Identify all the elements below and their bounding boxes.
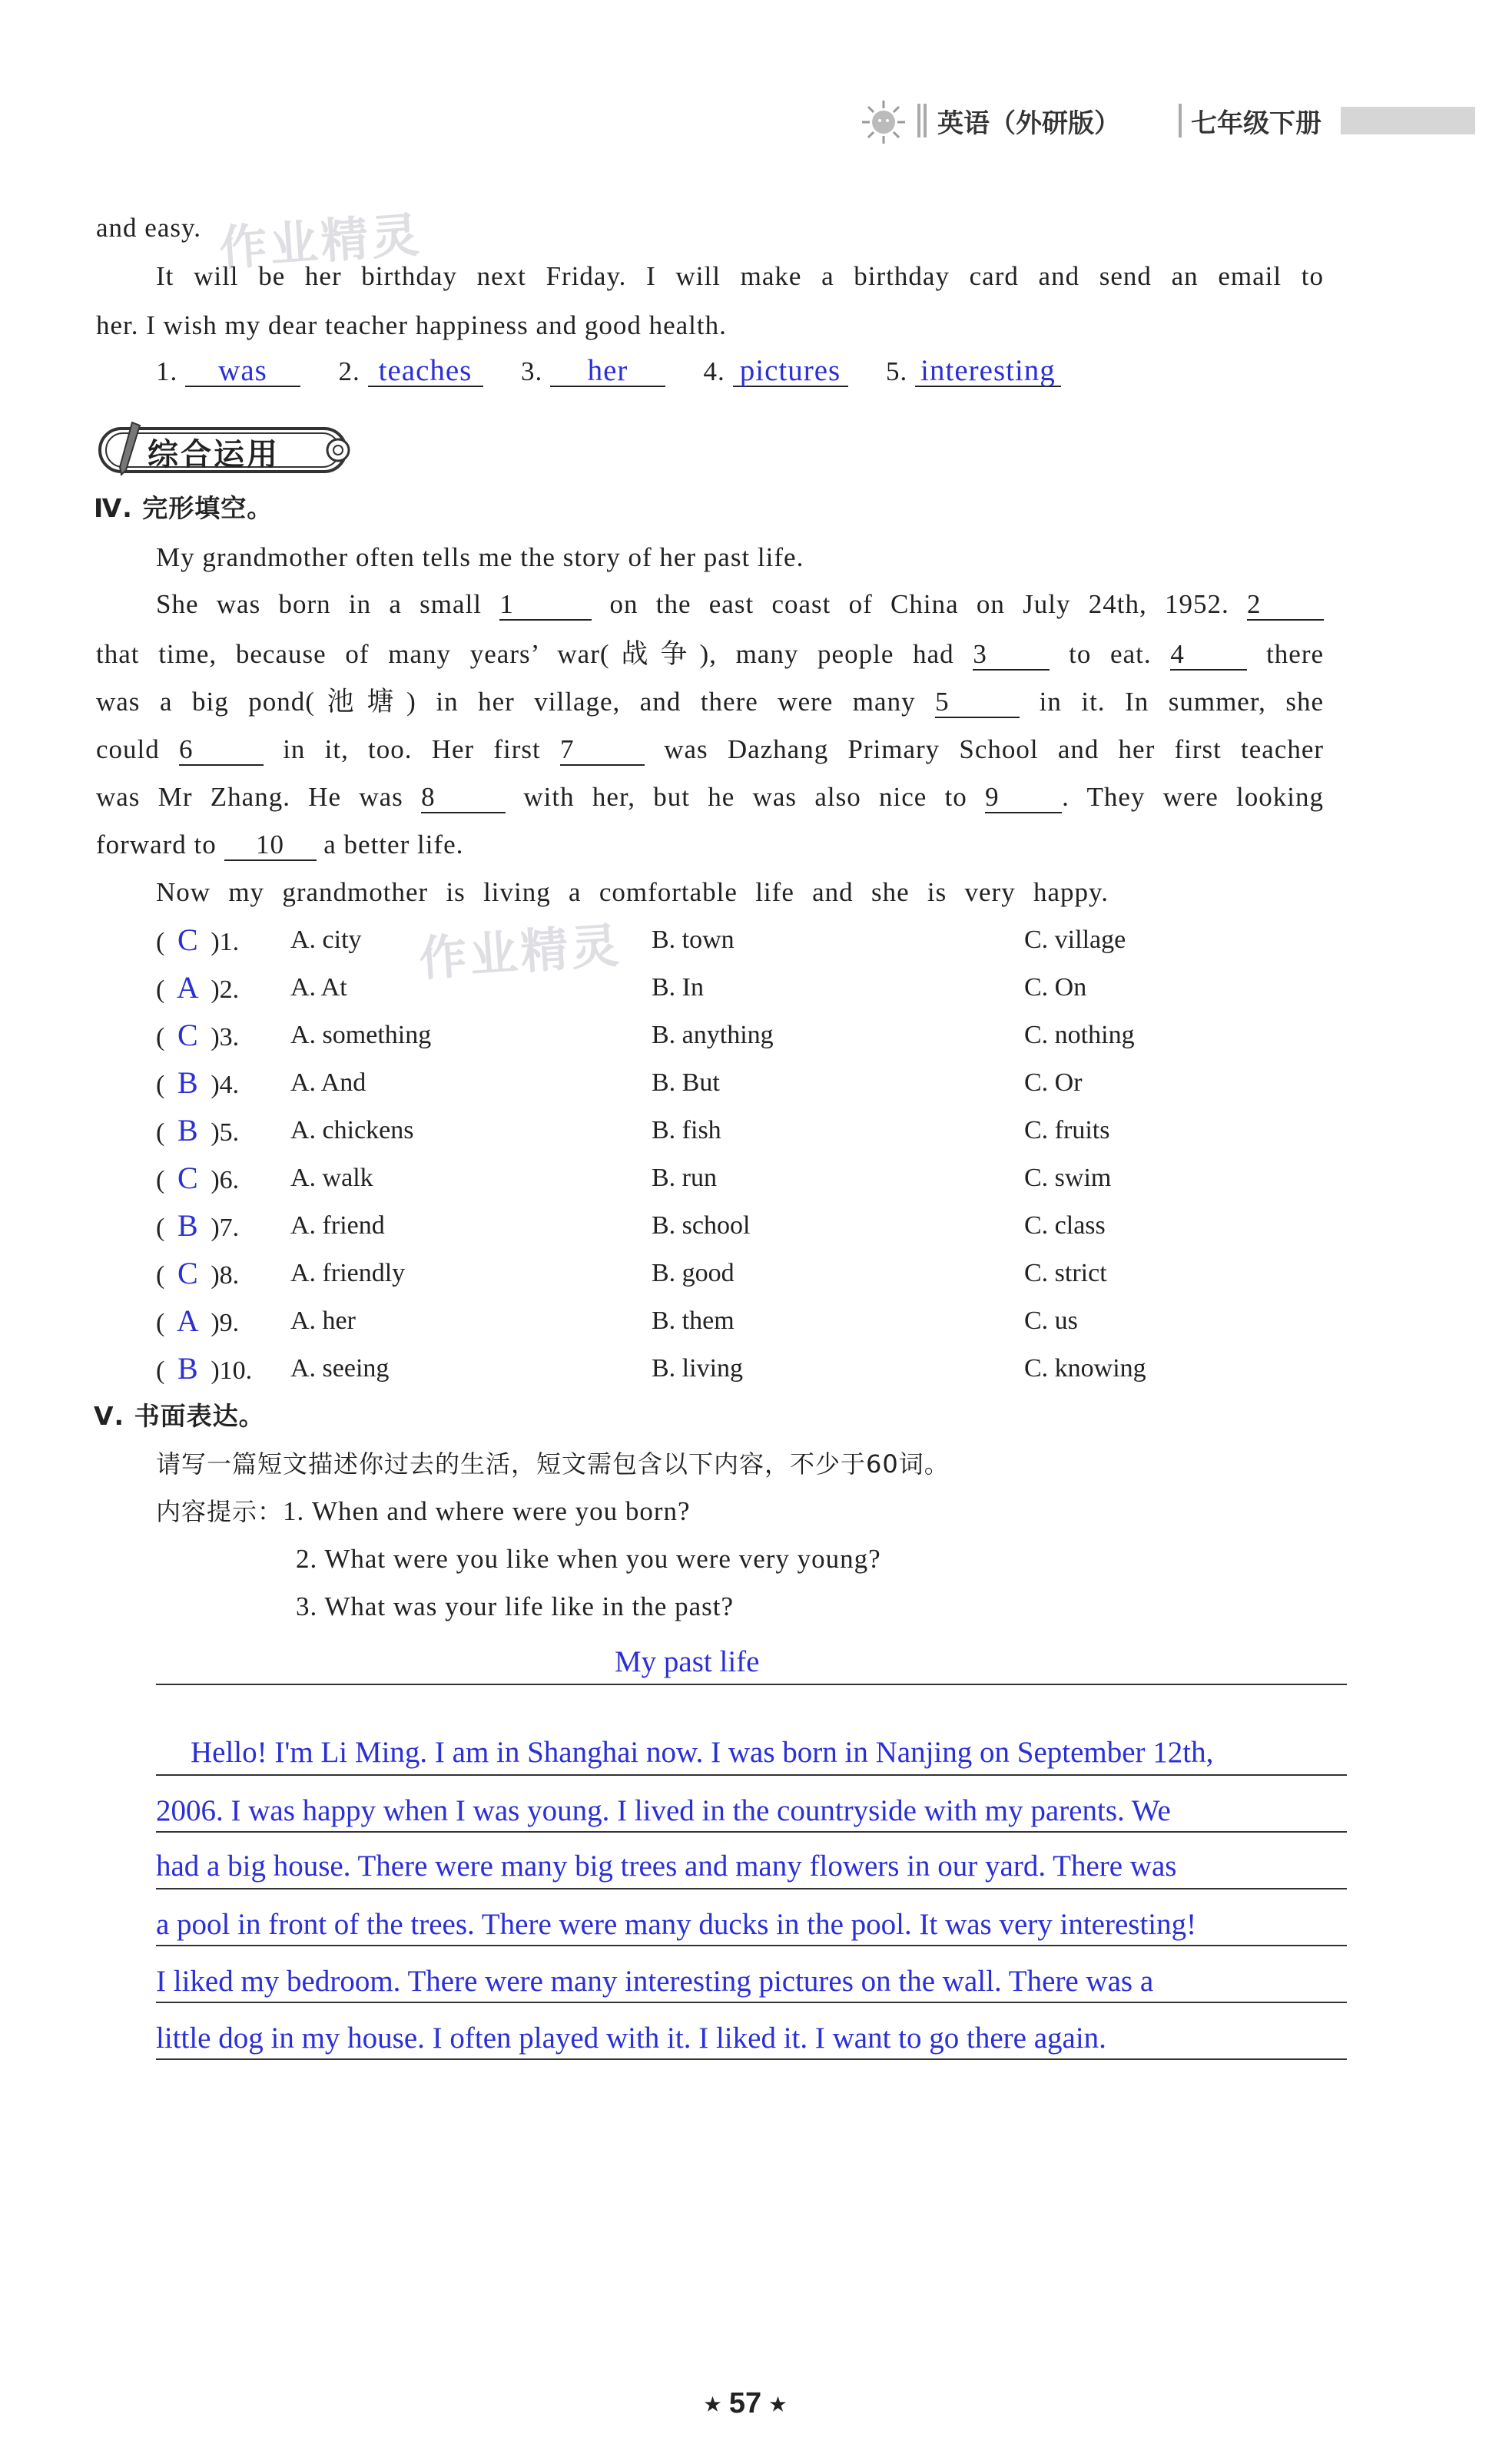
answer-blank: teaches [368, 356, 483, 387]
question-row: ( B )4. A. And B. But C. Or [156, 1065, 1083, 1100]
answer-blank: interesting [915, 356, 1061, 387]
option-a: A. friendly [290, 1259, 406, 1287]
cloze-blank: 3 [973, 640, 1050, 671]
grade-label: 七年级下册 [1191, 108, 1322, 139]
question-answer: B [177, 1113, 198, 1148]
answer-row [156, 355, 1061, 389]
answer-number: 3. [521, 356, 543, 386]
option-a: A. seeing [290, 1354, 390, 1383]
page-header [861, 96, 1475, 150]
option-b: B. town [652, 926, 735, 954]
option-b: B. living [652, 1354, 744, 1383]
header-divider [917, 104, 920, 137]
question-row: ( A )9. A. her B. them C. us [156, 1303, 1078, 1338]
option-c: C. fruits [1024, 1116, 1110, 1144]
cloze-blank: 1 [499, 590, 592, 621]
answer-number: 2. [338, 356, 360, 386]
question-answer: C [177, 1161, 198, 1195]
question-answer: C [177, 1018, 198, 1052]
question-row: ( C )6. A. walk B. run C. swim [156, 1161, 1112, 1195]
hint-item: 3. What was your life like in the past? [296, 1591, 735, 1621]
ruled-line [156, 2058, 1347, 2060]
essay-title: My past life [615, 1645, 760, 1678]
question-answer: B [177, 1351, 198, 1386]
subject-label: 英语（外研版） [937, 108, 1120, 139]
cloze-line: She was born in a small 1 on the east coast of China on July 24th, 1952. 2 [156, 588, 1324, 621]
cloze-line: could 6 in it, too. Her first 7 was Dazhang Primary School and her first teacher [96, 734, 1325, 764]
header-bar [1341, 107, 1475, 134]
cloze-blank: 10 [224, 830, 317, 861]
answer-blank: was [185, 356, 300, 387]
essay-line: I liked my bedroom. There were many interesting pictures on the wall. There was a [156, 1965, 1154, 1998]
question-row: ( B )10. A. seeing B. living C. knowing [156, 1351, 1146, 1386]
essay-line: Hello! I'm Li Ming. I am in Shanghai now. I was born in Nanjing on September 12th, [191, 1736, 1214, 1769]
option-c: C. village [1024, 926, 1126, 954]
option-b: B. But [652, 1068, 720, 1097]
cloze-blank: 9 [985, 783, 1062, 813]
cloze-line: was Mr Zhang. He was 8 with her, but he was also nice to 9 . They were looking [96, 782, 1324, 812]
question-row: ( B )5. A. chickens B. fish C. fruits [156, 1113, 1110, 1148]
option-a: A. chickens [290, 1116, 414, 1144]
cloze-line: was a big pond(池塘) in her village, and there were many 5 in it. In summer, she [96, 687, 1325, 717]
question-answer: C [177, 922, 198, 957]
option-b: B. anything [652, 1021, 774, 1049]
pencil-icon [115, 421, 143, 476]
paragraph-line: My grandmother often tells me the story of her past life. [156, 542, 804, 572]
option-a: A. And [290, 1068, 366, 1097]
paragraph-line: Now my grandmother is living a comfortable life and she is very happy. [156, 877, 1109, 907]
option-c: C. us [1024, 1307, 1078, 1335]
option-c: C. strict [1024, 1259, 1107, 1287]
cloze-blank: 7 [560, 735, 645, 766]
cloze-blank: 6 [179, 735, 264, 766]
essay-line: little dog in my house. I often played with it. I liked it. I want to go there again. [156, 2022, 1106, 2055]
hint-item: 2. What were you like when you were very young? [296, 1544, 881, 1574]
cloze-blank: 2 [1247, 590, 1324, 621]
option-c: C. class [1024, 1211, 1106, 1240]
ruled-line [156, 2002, 1347, 2003]
option-a: A. walk [290, 1164, 373, 1192]
intro-line: and easy. [96, 213, 201, 243]
ruled-line [156, 1945, 1347, 1946]
question-row: ( C )8. A. friendly B. good C. strict [156, 1256, 1107, 1290]
option-b: B. In [652, 973, 704, 1002]
option-a: A. her [290, 1307, 356, 1335]
answer-blank: her [550, 356, 665, 387]
cloze-blank: 4 [1170, 640, 1247, 671]
option-b: B. run [652, 1164, 717, 1192]
watermark: 作业精灵 [217, 206, 424, 277]
option-b: B. good [652, 1259, 735, 1287]
ruled-line [156, 1774, 1347, 1776]
paragraph-line: It will be her birthday next Friday. I will make a birthday card and send an email to [156, 261, 1324, 291]
star-icon: ★ [769, 2394, 787, 2416]
option-c: C. nothing [1024, 1021, 1135, 1049]
option-a: A. friend [290, 1211, 385, 1240]
question-row: ( B )7. A. friend B. school C. class [156, 1208, 1106, 1243]
option-c: C. Or [1024, 1068, 1083, 1097]
banner-title: 综合运用 [148, 437, 280, 472]
question-answer: A [176, 1303, 199, 1338]
option-b: B. school [652, 1211, 751, 1240]
writing-instruction: 请写一篇短文描述你过去的生活，短文需包含以下内容，不少于60词。 [156, 1449, 950, 1479]
cloze-line: that time, because of many years’ war(战争), many people had 3 to eat. 4 there [96, 639, 1325, 669]
header-divider [924, 104, 927, 137]
cloze-blank: 8 [421, 783, 506, 813]
section-banner [94, 421, 363, 479]
question-answer: B [177, 1065, 198, 1100]
option-a: A. At [290, 973, 347, 1002]
hint-item: 1. When and where were you born? [283, 1496, 691, 1526]
option-a: A. something [290, 1021, 432, 1049]
essay-line: a pool in front of the trees. There were many ducks in the pool. It was very interesting! [156, 1908, 1197, 1941]
page-number: ★ 57 ★ [704, 2387, 787, 2419]
question-answer: C [177, 1256, 198, 1290]
ruled-line [156, 1684, 1347, 1685]
option-c: C. swim [1024, 1164, 1112, 1192]
cloze-blank: 5 [935, 687, 1020, 718]
option-b: B. fish [652, 1116, 721, 1144]
option-c: C. On [1024, 973, 1087, 1002]
header-divider [1179, 104, 1182, 137]
question-row: ( C )1. A. city B. town C. village [156, 922, 1126, 957]
essay-line: 2006. I was happy when I was young. I lived in the countryside with my parents. We [156, 1794, 1171, 1827]
answer-blank: pictures [733, 356, 848, 387]
question-answer: B [177, 1208, 198, 1243]
star-icon: ★ [704, 2394, 721, 2416]
option-b: B. them [652, 1307, 735, 1335]
section-title: Ⅳ. 完形填空。 [94, 493, 274, 523]
option-a: A. city [290, 926, 362, 954]
essay-line: had a big house. There were many big trees and many flowers in our yard. There was [156, 1850, 1177, 1883]
ruled-line [156, 1831, 1347, 1833]
hint-label: 内容提示： [156, 1497, 284, 1526]
paragraph-line: her. I wish my dear teacher happiness and good health. [96, 310, 727, 340]
hint-row [156, 1495, 691, 1528]
question-row: ( A )2. A. At B. In C. On [156, 970, 1087, 1005]
answer-number: 1. [156, 356, 178, 386]
answer-number: 5. [886, 356, 908, 386]
watermark: 作业精灵 [417, 916, 624, 988]
option-c: C. knowing [1024, 1354, 1146, 1383]
ruled-line [156, 1888, 1347, 1889]
answer-number: 4. [703, 356, 725, 386]
question-row: ( C )3. A. something B. anything C. nothing [156, 1018, 1135, 1052]
sun-logo-icon [861, 99, 907, 145]
section-title: Ⅴ. 书面表达。 [94, 1401, 265, 1431]
question-answer: A [176, 970, 199, 1005]
cloze-line: forward to 10 a better life. [96, 830, 464, 859]
